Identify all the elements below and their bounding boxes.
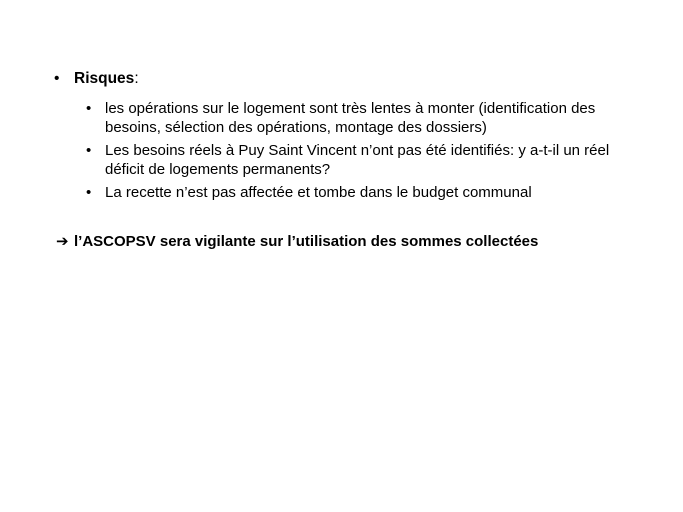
list-item xyxy=(86,99,626,137)
list-item-text: La recette n’est pas affectée et tombe dans le budget communal xyxy=(105,184,532,201)
conclusion xyxy=(56,232,538,251)
list-item-text: les opérations sur le logement sont très lentes à monter (identification des besoins, sélection des opérations, montage des dossiers) xyxy=(105,100,596,136)
risks-heading-label: Risques xyxy=(74,70,135,87)
list-item xyxy=(86,183,626,202)
arrow-right-icon: ➔ xyxy=(56,233,69,250)
bullet-dot-icon: • xyxy=(86,184,92,201)
list-item xyxy=(86,141,626,179)
risks-heading-colon: : xyxy=(134,70,139,87)
list-item-text: Les besoins réels à Puy Saint Vincent n’ont pas été identifiés: y a-t-il un réel déficit de logements permanents? xyxy=(105,142,610,178)
risks-sub-list xyxy=(86,99,626,206)
risks-heading xyxy=(74,69,139,88)
conclusion-text: l’ASCOPSV sera vigilante sur l’utilisation des sommes collectées xyxy=(74,233,539,250)
bullet-dot-icon: • xyxy=(86,142,92,159)
bullet-dot-icon: • xyxy=(54,70,60,87)
bullet-dot-icon: • xyxy=(86,100,92,117)
